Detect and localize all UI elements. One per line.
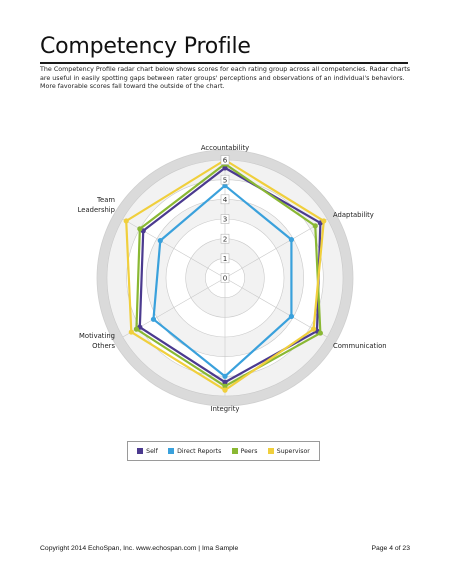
legend-swatch [268, 448, 274, 454]
point-direct-reports-2 [289, 314, 294, 319]
point-direct-reports-5 [158, 238, 163, 243]
chart-legend [127, 441, 320, 461]
point-direct-reports-4 [151, 317, 156, 322]
tick-label-1: 1 [222, 253, 228, 263]
tick-label-3: 3 [222, 214, 228, 224]
tick-label-4: 4 [222, 194, 228, 204]
point-peers-2 [318, 330, 323, 335]
intro-paragraph: The Competency Profile radar chart below shows scores for each rating group across all competencies. Radar charts are useful in easily spotting gaps between rater groups' perceptions and observations of an individual's behaviors. More favorable scores fall toward the outside of the chart. [40, 66, 411, 91]
axis-label-3: Integrity [210, 405, 240, 413]
legend-label: Direct Reports [177, 447, 222, 455]
axis-label-2: Communication [333, 342, 387, 350]
legend-item-self [137, 448, 158, 455]
axis-label-1: Adaptability [333, 211, 374, 219]
point-peers-4 [134, 327, 139, 332]
legend-label: Supervisor [276, 447, 310, 455]
legend-item-direct-reports [168, 448, 221, 455]
tick-label-2: 2 [222, 234, 228, 244]
legend-swatch [232, 448, 238, 454]
axis-label-5-line-1: Leadership [77, 206, 115, 214]
axis-label-5-line-0: Team [97, 196, 115, 204]
axis-label-4-line-0: Motivating [79, 332, 115, 340]
footer-page-number: Page 4 of 23 [371, 545, 410, 552]
page-title: Competency Profile [40, 34, 251, 59]
point-peers-1 [313, 223, 318, 228]
point-supervisor-2 [311, 327, 316, 332]
tick-label-5: 5 [222, 175, 228, 185]
legend-item-peers [232, 448, 258, 455]
legend-label: Self [146, 447, 158, 455]
tick-label-0: 0 [222, 273, 228, 283]
point-peers-5 [137, 226, 142, 231]
point-direct-reports-1 [289, 237, 294, 242]
legend-swatch [137, 448, 143, 454]
legend-item-supervisor [268, 448, 310, 455]
footer-copyright: Copyright 2014 EchoSpan, Inc. www.echospan.com | Ima Sample [40, 545, 239, 552]
tick-label-6: 6 [222, 155, 228, 165]
point-supervisor-4 [129, 329, 134, 334]
point-supervisor-3 [222, 388, 227, 393]
legend-swatch [168, 448, 174, 454]
legend-label: Peers [240, 447, 258, 455]
point-supervisor-1 [321, 218, 326, 223]
axis-label-0: Accountability [200, 144, 250, 152]
point-direct-reports-3 [222, 374, 227, 379]
point-supervisor-5 [124, 218, 129, 223]
axis-label-4-line-1: Others [92, 342, 115, 350]
